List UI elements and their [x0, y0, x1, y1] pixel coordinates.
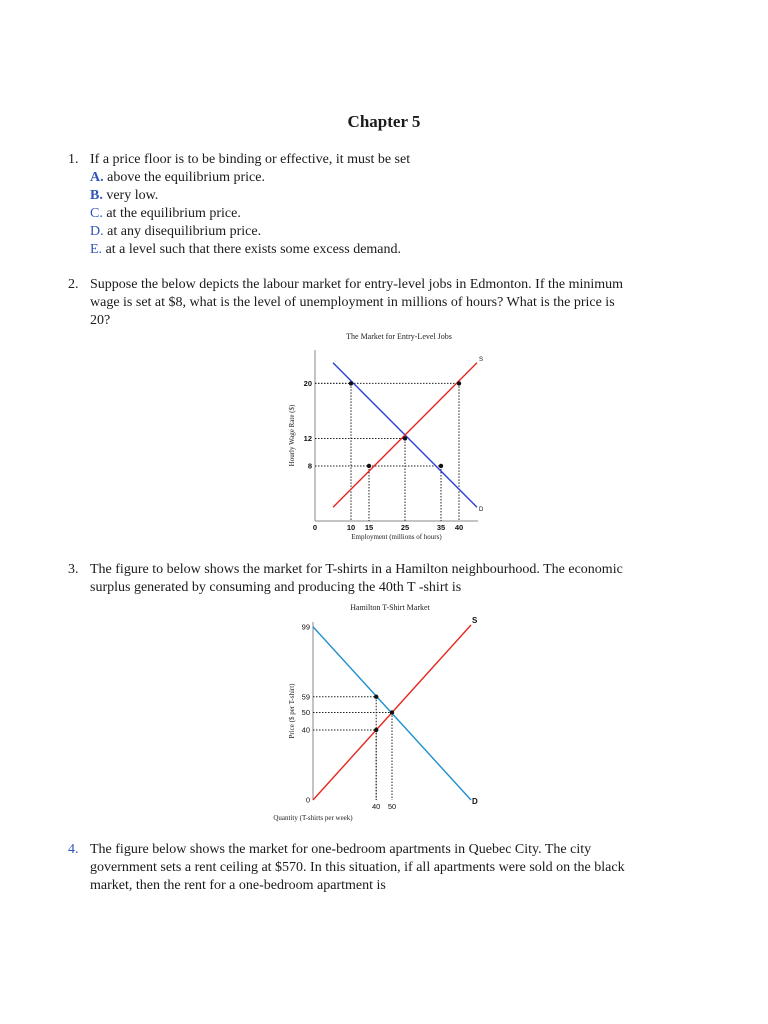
chart-title: The Market for Entry-Level Jobs	[346, 332, 452, 341]
question-3	[68, 561, 678, 597]
option-c: C. at the equilibrium price.	[90, 206, 241, 221]
data-point	[439, 464, 443, 468]
y-tick-label: 40	[301, 725, 310, 735]
option-d: D. at any disequilibrium price.	[90, 224, 262, 239]
x-tick-label: 25	[400, 523, 410, 532]
question-line: wage is set at $8, what is the level of unemployment in millions of hours? What is the price is	[90, 295, 615, 310]
x-tick-label: 15	[364, 523, 374, 532]
question-line: 20?	[90, 313, 111, 328]
x-tick-label: 40	[372, 802, 381, 811]
x-tick-label: 40	[454, 523, 464, 532]
y-tick-label: 59	[301, 692, 310, 702]
x-tick-label: 0	[312, 523, 318, 532]
y-axis-label: Hourly Wage Rate ($)	[288, 404, 296, 467]
data-point	[457, 381, 461, 385]
series-label-s: S	[472, 616, 478, 625]
question-2	[68, 276, 678, 330]
series-label-d: D	[479, 507, 484, 514]
option-b: B. very low.	[90, 188, 159, 203]
x-axis-label: Quantity (T-shirts per week)	[273, 814, 353, 822]
y-tick-label: 8	[307, 461, 312, 471]
chart-entry-level-jobs	[280, 325, 490, 545]
option-a: A. above the equilibrium price.	[90, 170, 265, 185]
chart-svg	[273, 600, 485, 825]
question-line: market, then the rent for a one-bedroom apartment is	[90, 878, 386, 893]
question-text: If a price floor is to be binding or effective, it must be set	[90, 152, 411, 167]
chart-title: Hamilton T-Shirt Market	[350, 603, 430, 612]
question-line: The figure to below shows the market for T-shirts in a Hamilton neighbourhood. The economic	[90, 562, 623, 577]
option-e: E. at a level such that there exists some excess demand.	[90, 242, 402, 257]
question-number: 1.	[68, 152, 79, 167]
data-point	[390, 710, 394, 714]
answer-options	[90, 169, 678, 259]
x-tick-label: 50	[387, 802, 397, 811]
question-line: The figure below shows the market for one-bedroom apartments in Quebec City. The city	[90, 842, 592, 857]
question-number: 3.	[68, 562, 79, 577]
y-tick-label: 20	[303, 378, 312, 388]
question-line: surplus generated by consuming and producing the 40th T -shirt is	[90, 580, 462, 595]
question-number: 2.	[68, 277, 79, 292]
y-tick-label: 12	[303, 433, 312, 443]
chart-hamilton-tshirt	[273, 600, 485, 825]
data-point	[349, 381, 353, 385]
x-tick-label: 35	[436, 523, 446, 532]
data-point	[403, 436, 407, 440]
y-tick-label: 50	[301, 708, 310, 717]
chart-svg	[280, 325, 490, 545]
y-axis-label: Price ($ per T-shirt)	[288, 683, 296, 739]
x-axis-label: Employment (millions of hours)	[351, 533, 442, 541]
y-tick-label: 0	[305, 795, 310, 805]
x-tick-label: 10	[346, 523, 356, 532]
series-label-s: S	[479, 356, 484, 363]
y-tick-label: 99	[301, 622, 310, 632]
question-line: government sets a rent ceiling at $570. In this situation, if all apartments were sold on the black	[90, 860, 625, 875]
question-line: Suppose the below depicts the labour market for entry-level jobs in Edmonton. If the minimum	[90, 277, 624, 292]
question-number: 4.	[68, 842, 79, 857]
question-1	[68, 151, 678, 259]
data-point	[367, 464, 371, 468]
data-point	[374, 728, 378, 732]
page-title: Chapter 5	[347, 112, 421, 131]
data-point	[374, 695, 378, 699]
series-label-d: D	[472, 797, 478, 806]
question-4	[68, 841, 678, 895]
